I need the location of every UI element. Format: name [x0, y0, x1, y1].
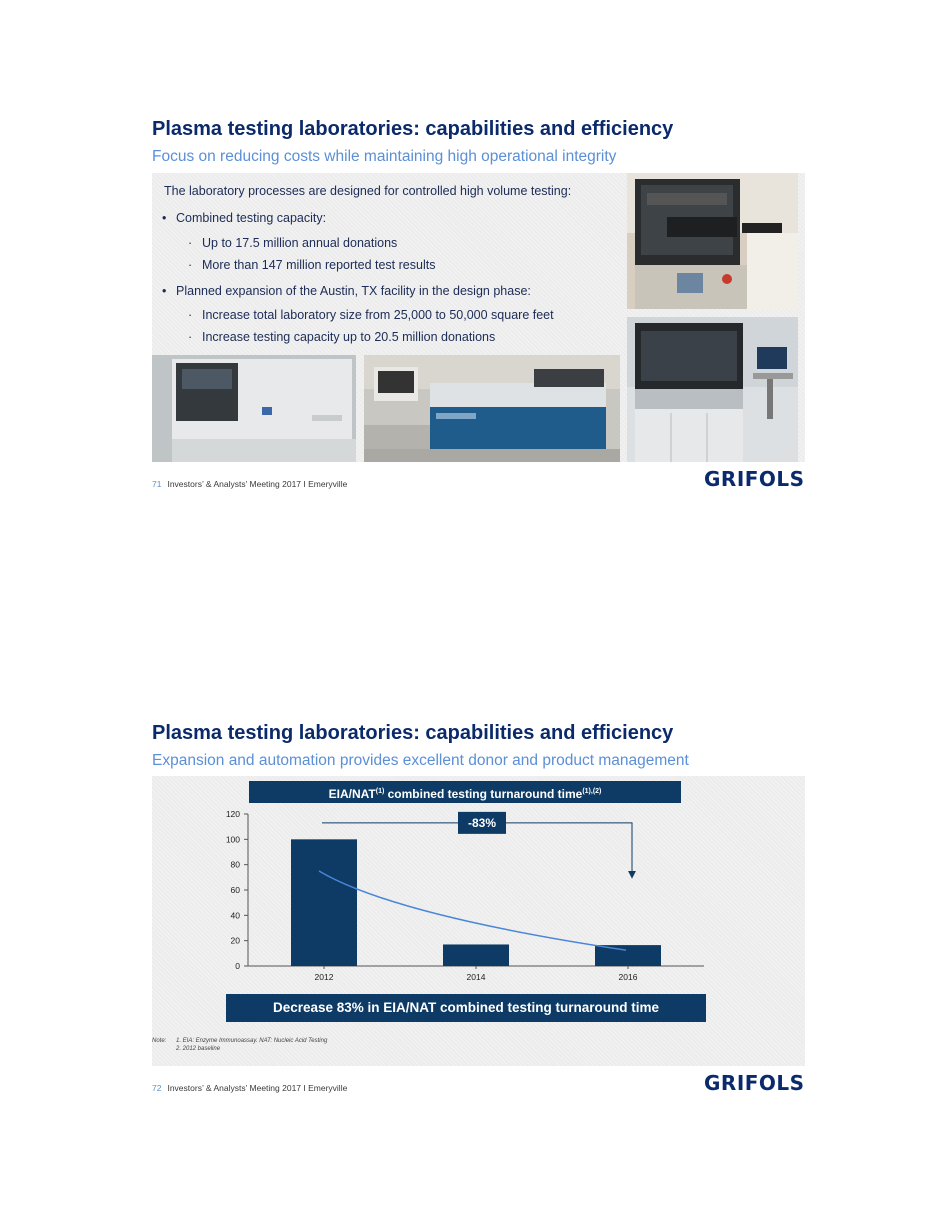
grifols-logo: GRIFOLS: [704, 1071, 805, 1095]
chart-conclusion-banner: Decrease 83% in EIA/NAT combined testing turnaround time: [226, 994, 706, 1022]
chart-header: EIA/NAT$^{(1)}$ combined testing turnaround time$^{(1),(2)}$: [249, 781, 681, 803]
content-area: [152, 173, 805, 462]
content-area: EIA/NAT$^{(1)}$ combined testing turnaround time$^{(1),(2)}$ 0 20 40 60 80 100 120 2012 2014 2016 -83% Decrease 83% in EIA/NAT combined testing turnaround time Note: 1. EIA: Enzyme Immunoassay. NAT: Nucleic Acid Testing 2. 2012 baseline: [152, 776, 805, 1066]
sub-bullet-item: · More than 147 million reported test results: [188, 258, 436, 272]
sub-bullet-dot-icon: ·: [188, 308, 193, 322]
footer: [152, 479, 347, 489]
x-tick-label: 2016: [618, 972, 638, 982]
bar-2012: [291, 839, 357, 966]
sub-bullet-item: · Increase total laboratory size from 25,000 to 50,000 square feet: [188, 308, 554, 322]
y-tick-label: 40: [230, 910, 240, 921]
reduction-label: -83%: [467, 815, 497, 830]
lab-photo-bottom-left: [152, 355, 356, 462]
x-tick-label: 2012: [314, 972, 334, 982]
text-panel: [152, 173, 622, 353]
footer: [152, 1083, 347, 1093]
x-tick-label: 2014: [466, 972, 486, 982]
trend-line: [319, 871, 626, 950]
slide-subtitle: Focus on reducing costs while maintaining high operational integrity: [152, 148, 617, 165]
sub-bullet-dot-icon: ·: [188, 330, 193, 344]
sub-bullet-item: · Up to 17.5 million annual donations: [188, 236, 398, 250]
y-tick-label: 20: [230, 935, 240, 946]
slide-72: [0, 604, 935, 1208]
turnaround-bar-chart: [152, 804, 805, 1014]
slide-subtitle: Expansion and automation provides excellent donor and product management: [152, 752, 689, 769]
footer-caption: Investors’ & Analysts’ Meeting 2017 I Emeryville: [167, 479, 348, 489]
page-number: 71: [152, 479, 162, 489]
grifols-logo: GRIFOLS: [704, 467, 805, 491]
footer-caption: Investors’ & Analysts’ Meeting 2017 I Emeryville: [167, 1083, 348, 1093]
bullet-item: • Combined testing capacity:: [162, 211, 327, 225]
lab-photo-bottom-middle: [364, 355, 620, 462]
bar-2016: [595, 945, 661, 966]
bullet-dot-icon: •: [162, 211, 167, 225]
bullet-dot-icon: •: [162, 284, 167, 298]
bullet-item: • Planned expansion of the Austin, TX facility in the design phase:: [162, 284, 531, 298]
slide-title: Plasma testing laboratories: capabilities and efficiency: [152, 722, 674, 744]
lab-photo-top-right: [627, 173, 798, 309]
slide-title: Plasma testing laboratories: capabilities and efficiency: [152, 118, 674, 140]
y-tick-label: 80: [230, 859, 240, 870]
y-tick-label: 60: [230, 885, 240, 895]
page-number: 72: [152, 1083, 162, 1093]
y-tick-label: 0: [235, 961, 240, 971]
sub-bullet-dot-icon: ·: [188, 258, 193, 272]
lab-photo-right: [627, 317, 798, 462]
y-tick-label: 120: [225, 809, 240, 819]
y-tick-label: 100: [225, 834, 240, 845]
sub-bullet-dot-icon: ·: [188, 236, 193, 250]
lead-text: The laboratory processes are designed for controlled high volume testing:: [164, 184, 572, 198]
sub-bullet-item: · Increase testing capacity up to 20.5 million donations: [188, 330, 496, 344]
bar-2014: [443, 944, 509, 966]
